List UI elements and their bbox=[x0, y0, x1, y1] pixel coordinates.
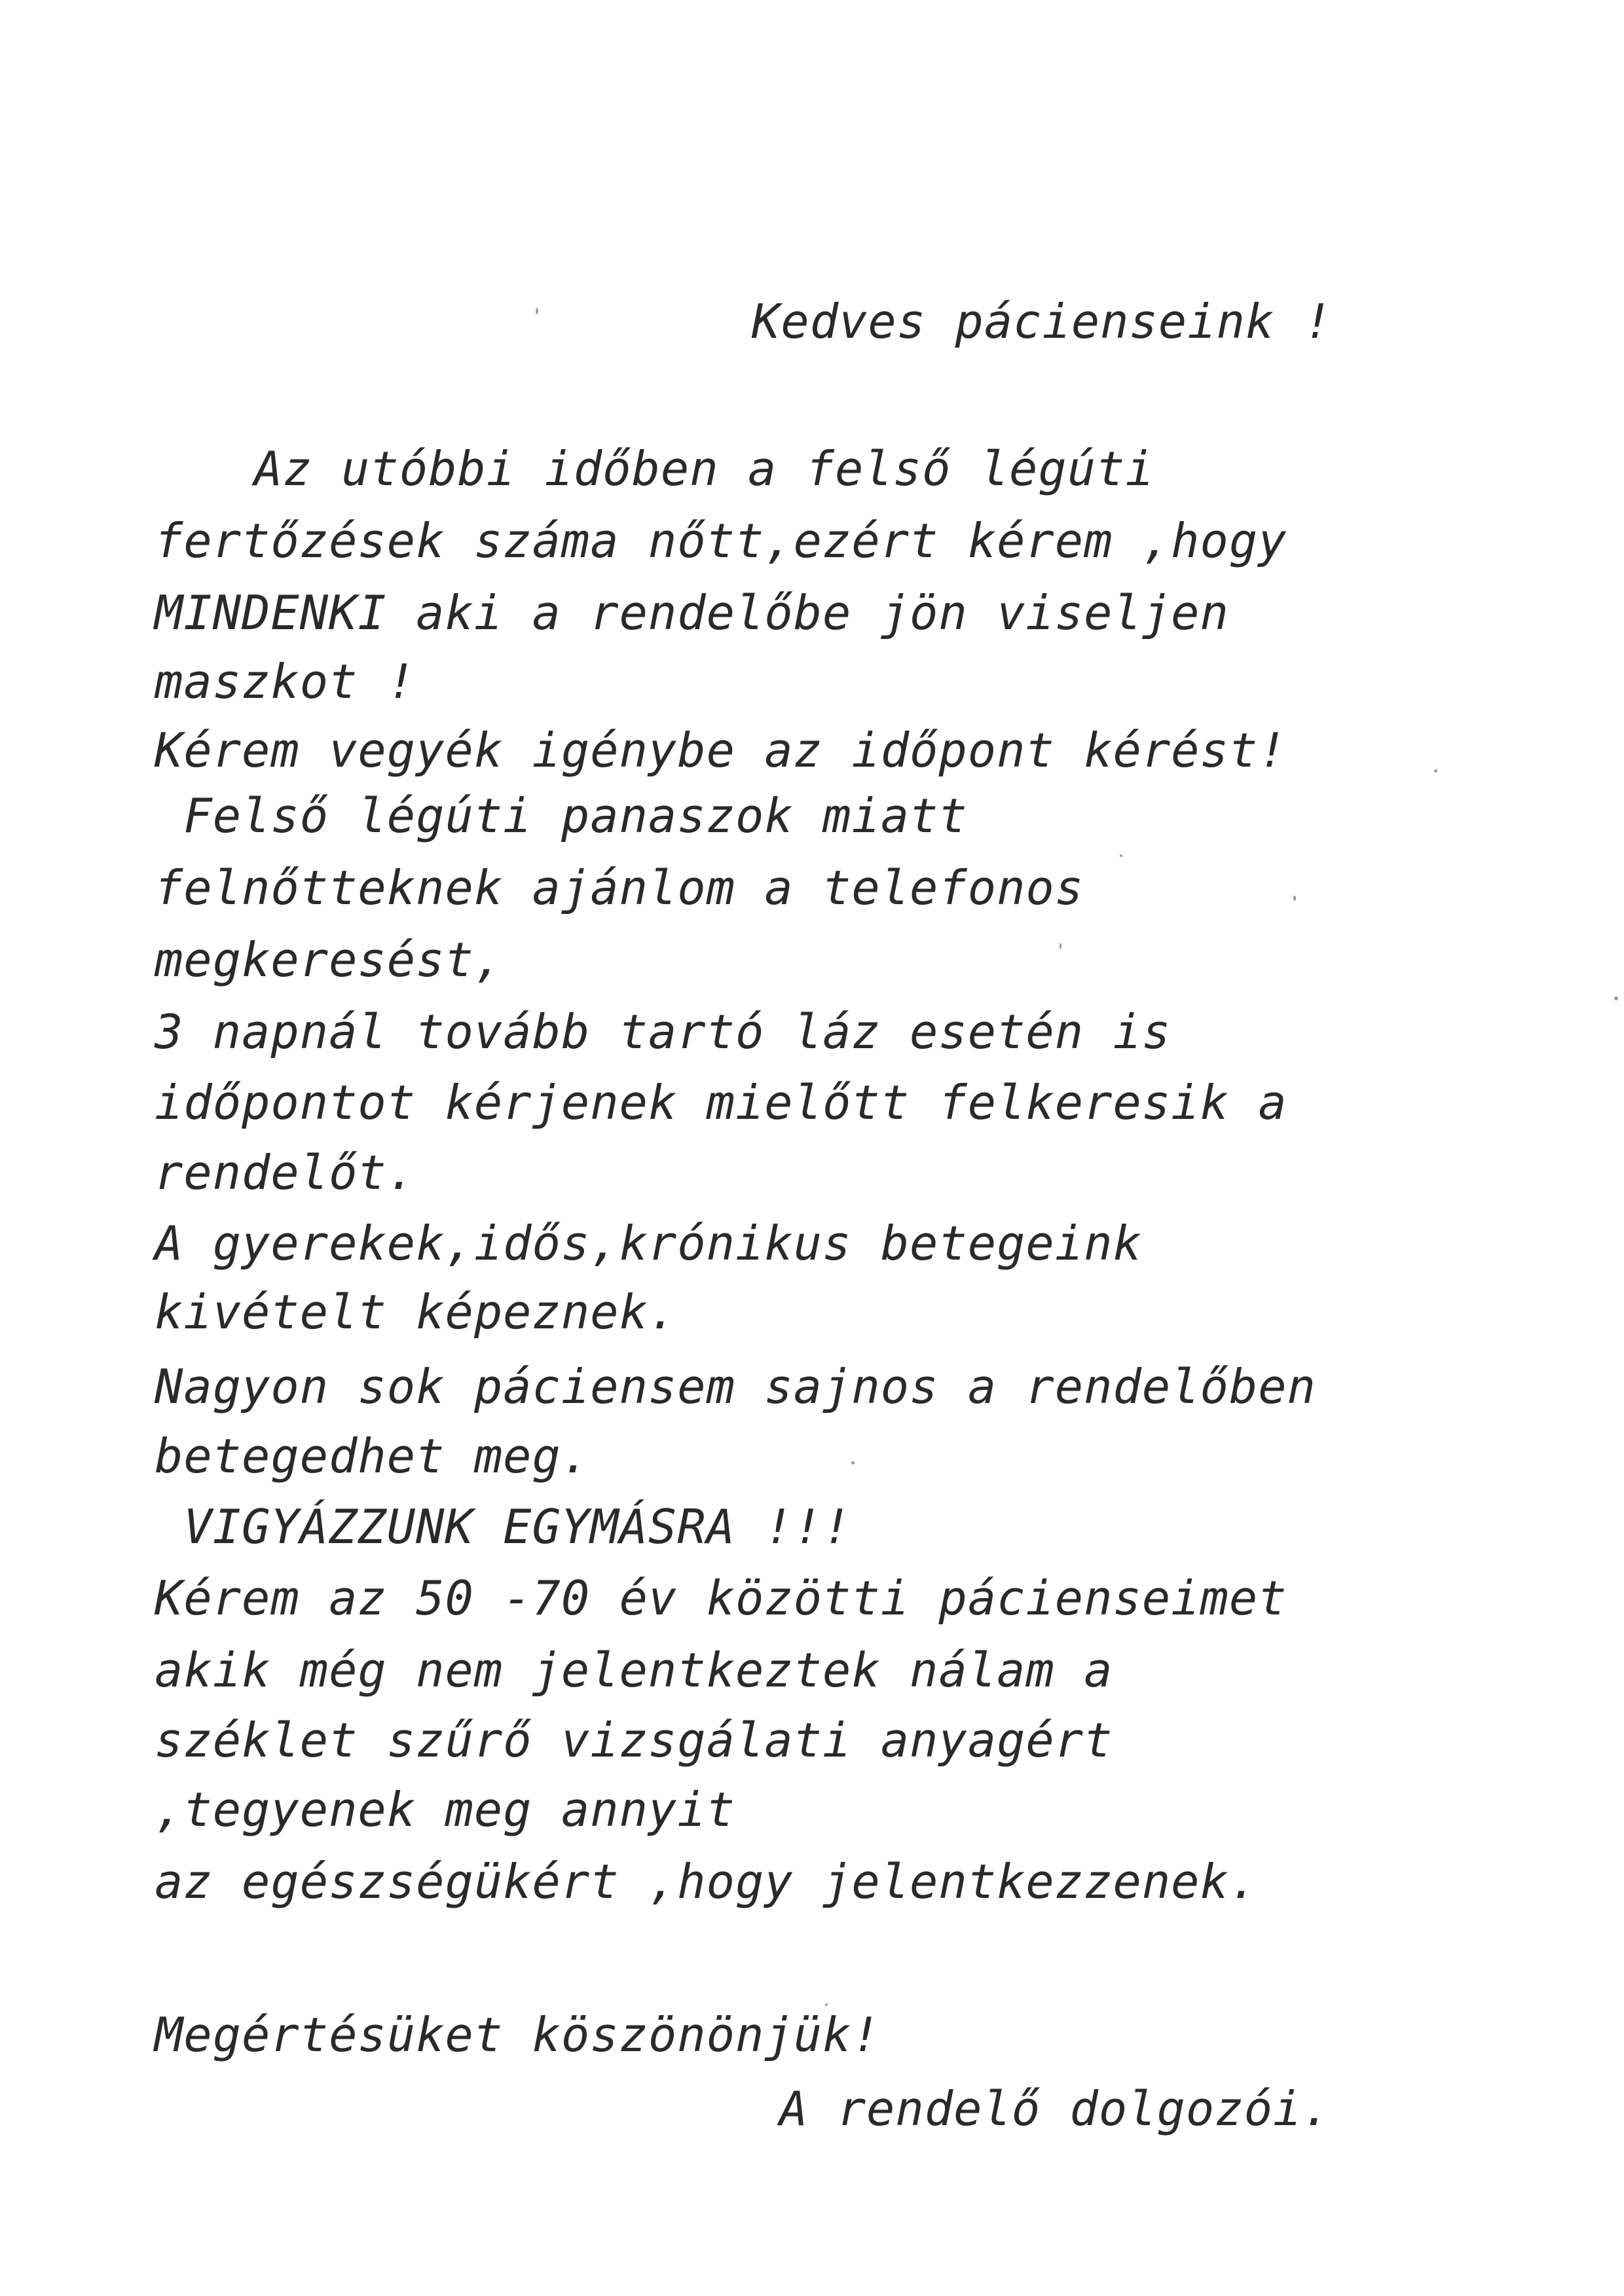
body-line: Kérem vegyék igénybe az időpont kérést! bbox=[155, 723, 1287, 778]
body-line: az egészségükért ,hogy jelentkezzenek. bbox=[155, 1854, 1259, 1909]
body-line: MINDENKI aki a rendelőbe jön viseljen bbox=[155, 585, 1229, 640]
body-line: fertőzések száma nőtt,ezért kérem ,hogy bbox=[155, 513, 1287, 568]
body-line: felnőtteknek ajánlom a telefonos bbox=[155, 860, 1084, 915]
body-line: Nagyon sok páciensem sajnos a rendelőben bbox=[155, 1359, 1316, 1414]
scan-speck bbox=[1120, 854, 1122, 857]
body-line: időpontot kérjenek mielőtt felkeresik a bbox=[155, 1075, 1287, 1130]
greeting: Kedves pácienseink ! bbox=[752, 294, 1333, 349]
body-line: rendelőt. bbox=[155, 1145, 416, 1200]
scan-speck bbox=[825, 2003, 828, 2006]
body-line: ,tegyenek meg annyit bbox=[155, 1782, 735, 1837]
scan-speck bbox=[1293, 896, 1296, 901]
body-line: Kérem az 50 -70 év közötti pácienseimet bbox=[155, 1571, 1287, 1626]
body-line-emphasis: VIGYÁZZUNK EGYMÁSRA !!! bbox=[155, 1499, 852, 1554]
scan-speck bbox=[536, 308, 538, 314]
body-line: A gyerekek,idős,krónikus betegeink bbox=[155, 1216, 1142, 1271]
scan-speck bbox=[1614, 996, 1618, 1000]
signature-line: A rendelő dolgozói. bbox=[779, 2081, 1331, 2136]
body-line: Felső légúti panaszok miatt bbox=[155, 788, 968, 843]
body-line: kivételt képeznek. bbox=[155, 1285, 678, 1339]
body-line: széklet szűrő vizsgálati anyagért bbox=[155, 1713, 1113, 1768]
closing-line: Megértésüket köszönönjük! bbox=[155, 2007, 881, 2062]
body-line: betegedhet meg. bbox=[155, 1429, 591, 1484]
scan-speck bbox=[851, 1461, 855, 1465]
body-line: 3 napnál tovább tartó láz esetén is bbox=[155, 1004, 1172, 1059]
body-line: megkeresést, bbox=[155, 932, 504, 987]
scan-speck bbox=[1434, 769, 1437, 773]
body-line: akik még nem jelentkeztek nálam a bbox=[155, 1643, 1113, 1698]
scan-speck bbox=[1060, 943, 1061, 949]
body-line: maszkot ! bbox=[155, 654, 416, 709]
body-line: Az utóbbi időben a felső légúti bbox=[254, 441, 1154, 496]
